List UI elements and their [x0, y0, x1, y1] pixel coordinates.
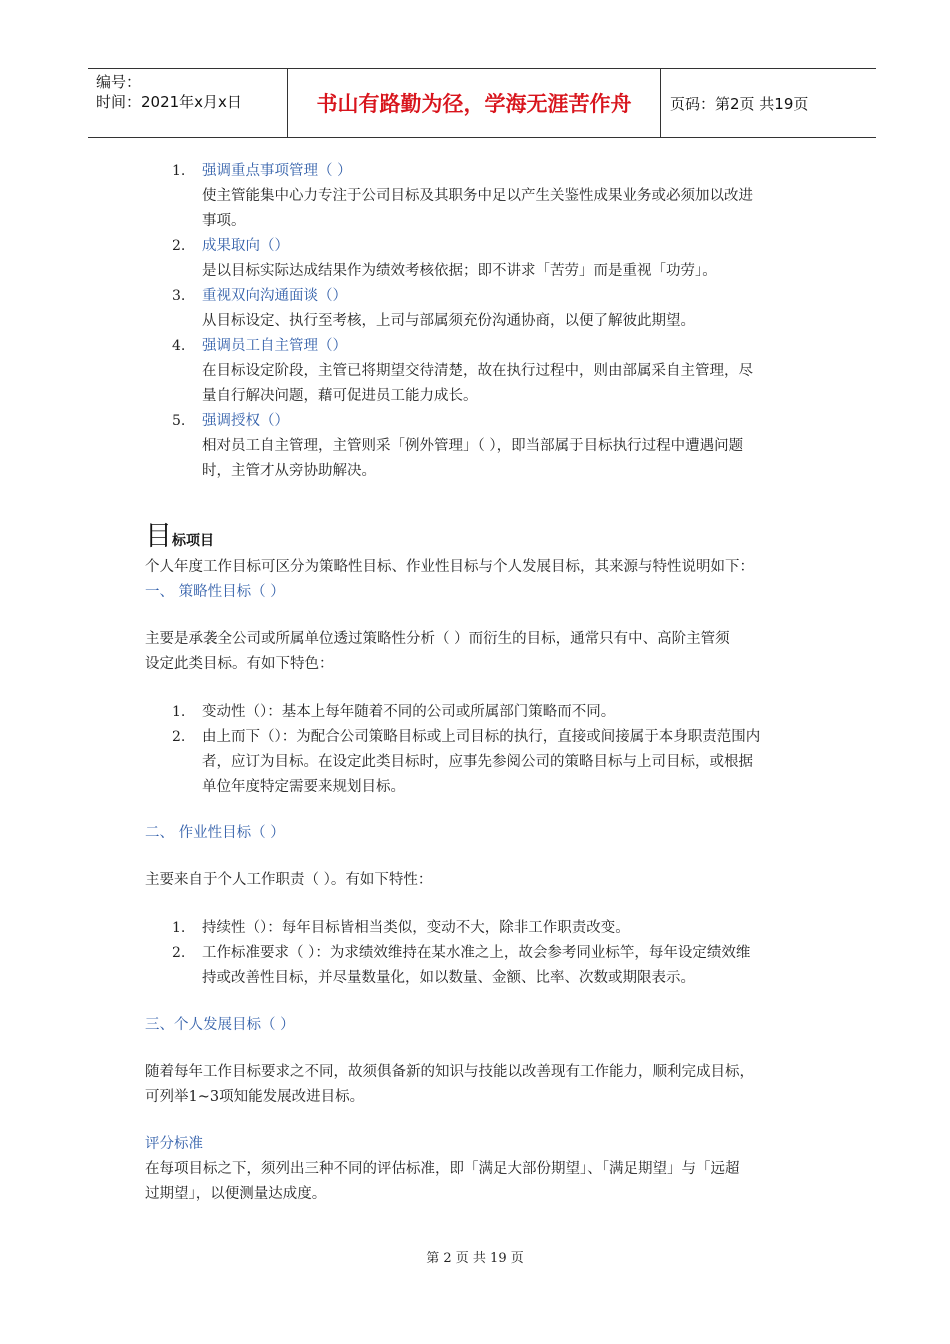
- personal-desc: 可列举1~3项知能发展改进目标。: [145, 1089, 365, 1105]
- list-number: 4.: [172, 338, 186, 354]
- principle-desc: 在目标设定阶段，主管已将期望交待清楚，故在执行过程中，则由部属采自主管理，尽: [202, 363, 753, 379]
- list-number: 1.: [172, 163, 186, 179]
- personal-desc: 随着每年工作目标要求之不同，故须俱备新的知识与技能以改善现有工作能力，顺利完成目标，: [145, 1064, 754, 1080]
- principle-title: 强调授权（）: [202, 413, 289, 429]
- header-motto: 书山有路勤为径，学海无涯苦作舟: [316, 92, 632, 116]
- strategic-title: 一、 策略性目标（ ）: [145, 584, 285, 600]
- header-page-number: 页码：第2页 共19页: [670, 94, 809, 113]
- criteria-desc: 在每项目标之下，须列出三种不同的评估标准，即「满足大部份期望」、「满足期望」与「远超: [145, 1161, 740, 1177]
- list-number: 1.: [172, 920, 186, 936]
- principle-title: 强调员工自主管理（）: [202, 338, 347, 354]
- list-number: 2.: [172, 238, 186, 254]
- principle-desc: 事项。: [202, 213, 246, 229]
- strategic-item: 者，应订为目标。在设定此类目标时，应事先参阅公司的策略目标与上司目标，或根据: [202, 754, 753, 770]
- header-divider: [660, 69, 661, 137]
- strategic-desc: 主要是承袭全公司或所属单位透过策略性分析（ ）而衍生的目标，通常只有中、高阶主管须: [145, 631, 730, 647]
- list-number: 2.: [172, 945, 186, 961]
- operational-item: 持续性（）：每年目标皆相当类似，变动不大，除非工作职责改变。: [202, 920, 630, 936]
- operational-desc: 主要来自于个人工作职责（ ）。有如下特性：: [145, 872, 433, 888]
- principle-desc: 从目标设定、执行至考核，上司与部属须充份沟通协商，以便了解彼此期望。: [202, 313, 695, 329]
- criteria-title: 评分标准: [145, 1136, 203, 1152]
- header-meta: [96, 72, 242, 112]
- section-heading: [145, 514, 214, 553]
- operational-item: 工作标准要求（ ）：为求绩效维持在某水准之上，故会参考同业标竿，每年设定绩效维: [202, 945, 751, 961]
- personal-title: 三、个人发展目标（ ）: [145, 1017, 295, 1033]
- principle-desc: 相对员工自主管理，主管则采「例外管理」（ ），即当部属于目标执行过程中遭遇问题: [202, 438, 744, 454]
- document-number: 编号：: [96, 73, 142, 91]
- list-number: 5.: [172, 413, 186, 429]
- criteria-desc: 过期望」，以便测量达成度。: [145, 1186, 327, 1202]
- page-header: [88, 68, 876, 138]
- principle-title: 重视双向沟通面谈（）: [202, 288, 347, 304]
- list-number: 1.: [172, 704, 186, 720]
- strategic-item: 单位年度特定需要来规划目标。: [202, 779, 405, 795]
- list-number: 2.: [172, 729, 186, 745]
- strategic-desc: 设定此类目标。有如下特色：: [145, 656, 334, 672]
- operational-title: 二、 作业性目标（ ）: [145, 825, 285, 841]
- principle-desc: 时，主管才从旁协助解决。: [202, 463, 376, 479]
- principle-desc: 量自行解决问题，藉可促进员工能力成长。: [202, 388, 478, 404]
- principle-desc: 使主管能集中心力专注于公司目标及其职务中足以产生关鉴性成果业务或必须加以改进: [202, 188, 753, 204]
- list-number: 3.: [172, 288, 186, 304]
- heading-initial: 目: [145, 521, 172, 552]
- document-date: 时间：2021年x月x日: [96, 93, 242, 111]
- strategic-item: 变动性（）：基本上每年随着不同的公司或所属部门策略而不同。: [202, 704, 616, 720]
- operational-item: 持或改善性目标，并尽量数量化，如以数量、金额、比率、次数或期限表示。: [202, 970, 695, 986]
- page-footer: 第 2 页 共 19 页: [426, 1251, 524, 1266]
- strategic-item: 由上而下（）：为配合公司策略目标或上司目标的执行，直接或间接属于本身职责范围内: [202, 729, 761, 745]
- principle-desc: 是以目标实际达成结果作为绩效考核依据；即不讲求「苦劳」而是重视「功劳」。: [202, 263, 717, 279]
- section-intro: 个人年度工作目标可区分为策略性目标、作业性目标与个人发展目标，其来源与特性说明如下：: [145, 559, 754, 575]
- principle-title: 强调重点事项管理（ ）: [202, 163, 352, 179]
- principle-title: 成果取向（）: [202, 238, 289, 254]
- heading-rest: 标项目: [172, 533, 214, 549]
